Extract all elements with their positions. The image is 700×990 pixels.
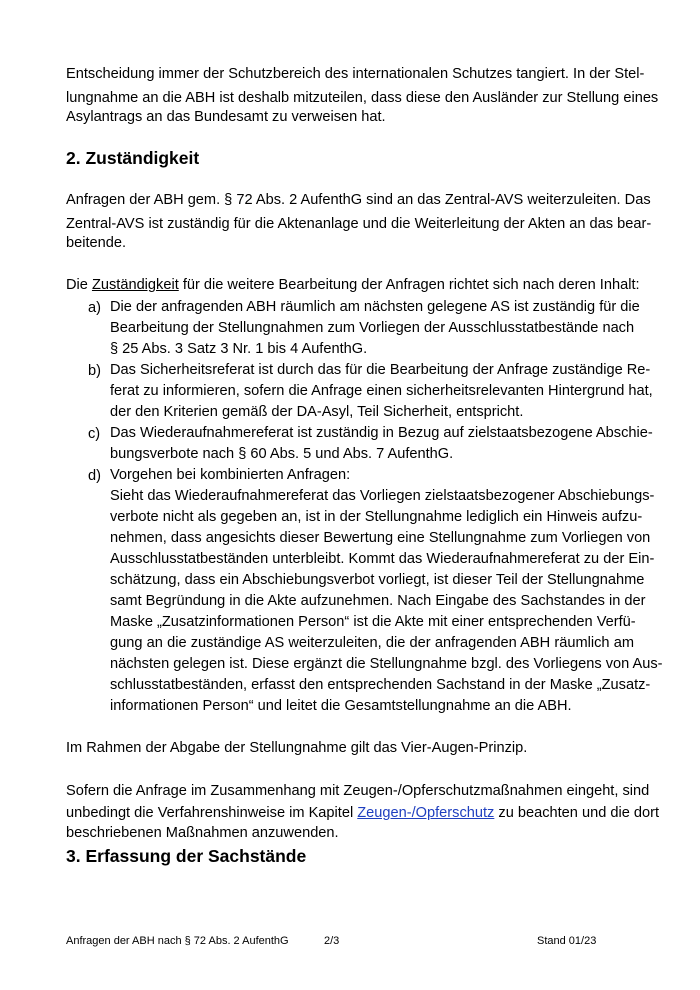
list-d-line-1: Vorgehen bei kombinierten Anfragen: bbox=[110, 467, 351, 483]
p4-line-3: beschriebenen Maßnahmen anzuwenden. bbox=[66, 825, 339, 841]
p1-line-3: beitende. bbox=[66, 235, 127, 251]
list-d-line-4: nehmen, dass angesichts dieser Bewertung eine Stellungnahme zum Vorliegen von bbox=[110, 530, 651, 546]
list-label-d: d) bbox=[88, 468, 101, 484]
p4-line-1: Sofern die Anfrage im Zusammenhang mit Zeugen-/Opferschutzmaßnahmen eingeht, sind bbox=[66, 783, 650, 799]
intro-line-3: Asylantrags an das Bundesamt zu verweisen hat. bbox=[66, 109, 386, 125]
p2-text-after: für die weitere Bearbeitung der Anfragen richtet sich nach deren Inhalt: bbox=[178, 277, 640, 293]
list-c-line-2: bungsverbote nach § 60 Abs. 5 und Abs. 7 AufenthG. bbox=[110, 446, 454, 462]
list-b-line-2: ferat zu informieren, sofern die Anfrage einen sicherheitsrelevanten Hintergrund hat, bbox=[110, 383, 653, 399]
list-a-line-3: § 25 Abs. 3 Satz 3 Nr. 1 bis 4 AufenthG. bbox=[110, 341, 368, 357]
section-3-heading: 3. Erfassung der Sachstände bbox=[66, 846, 307, 866]
list-a-line-1: Die der anfragenden ABH räumlich am nächsten gelegene AS ist zuständig für die bbox=[110, 299, 640, 315]
p4-text-after: zu beachten und die dort bbox=[494, 805, 660, 821]
section-2-heading: 2. Zuständigkeit bbox=[66, 148, 200, 168]
p4-line-2 bbox=[66, 805, 660, 821]
p1-line-2: Zentral-AVS ist zuständig für die Aktenanlage und die Weiterleitung der Akten an das bear- bbox=[66, 216, 652, 232]
intro-line-2: lungnahme an die ABH ist deshalb mitzuteilen, dass diese den Ausländer zur Stellung eines bbox=[66, 90, 659, 106]
intro-line-1: Entscheidung immer der Schutzbereich des internationalen Schutzes tangiert. In der Stel- bbox=[66, 66, 645, 82]
list-label-a: a) bbox=[88, 300, 101, 316]
footer-title: Anfragen der ABH nach § 72 Abs. 2 AufenthG bbox=[66, 935, 289, 947]
list-d-line-12: informationen Person“ und leitet die Gesamtstellungnahme an die ABH. bbox=[110, 698, 572, 714]
list-b-line-1: Das Sicherheitsreferat ist durch das für die Bearbeitung der Anfrage zuständige Re- bbox=[110, 362, 651, 378]
zustaendigkeit-link[interactable]: Zuständigkeit bbox=[91, 277, 179, 293]
list-d-line-3: verbote nicht als gegeben an, ist in der Stellungnahme lediglich ein Hinweis aufzu- bbox=[110, 509, 643, 525]
list-d-line-5: Ausschlusstatbeständen unterbleibt. Kommt das Wiederaufnahmereferat zu der Ein- bbox=[110, 551, 655, 567]
p1-line-1: Anfragen der ABH gem. § 72 Abs. 2 AufenthG sind an das Zentral-AVS weiterzuleiten. Das bbox=[66, 192, 651, 208]
list-label-b: b) bbox=[88, 363, 101, 379]
list-d-line-11: schlusstatbeständen, erfasst den entsprechenden Sachstand in der Maske „Zusatz- bbox=[110, 677, 651, 693]
p2-line bbox=[66, 278, 640, 293]
footer-page-number: 2/3 bbox=[324, 935, 340, 947]
zeugen-opferschutz-link[interactable]: Zeugen-/Opferschutz bbox=[357, 805, 495, 821]
list-d-line-7: samt Begründung in die Akte aufzunehmen. Nach Eingabe des Sachstandes in der bbox=[110, 593, 646, 609]
list-c-line-1: Das Wiederaufnahmereferat ist zuständig in Bezug auf zielstaatsbezogene Abschie- bbox=[110, 425, 653, 441]
list-b-line-3: der den Kriterien gemäß der DA-Asyl, Teil Sicherheit, entspricht. bbox=[110, 404, 524, 420]
list-d-line-6: schätzung, dass ein Abschiebungsverbot vorliegt, ist dieser Teil der Stellungnahme bbox=[110, 572, 645, 588]
list-d-line-9: gung an die zuständige AS weiterzuleiten, die der anfragenden ABH räumlich am bbox=[110, 635, 634, 651]
p3-line: Im Rahmen der Abgabe der Stellungnahme gilt das Vier-Augen-Prinzip. bbox=[66, 740, 528, 756]
list-d-line-10: nächsten gelegen ist. Diese ergänzt die Stellungnahme bzgl. des Vorliegens von Aus- bbox=[110, 656, 663, 672]
list-d-line-2: Sieht das Wiederaufnahmereferat das Vorliegen zielstaatsbezogener Abschiebungs- bbox=[110, 488, 655, 504]
footer-stand: Stand 01/23 bbox=[537, 935, 597, 947]
p4-text-before: unbedingt die Verfahrenshinweise im Kapitel bbox=[66, 805, 358, 821]
list-label-c: c) bbox=[88, 426, 101, 442]
p2-text-before: Die bbox=[66, 277, 92, 293]
list-d-line-8: Maske „Zusatzinformationen Person“ ist die Akte mit einer entsprechenden Verfü- bbox=[110, 614, 636, 630]
list-a-line-2: Bearbeitung der Stellungnahmen zum Vorliegen der Ausschlusstatbestände nach bbox=[110, 320, 635, 336]
